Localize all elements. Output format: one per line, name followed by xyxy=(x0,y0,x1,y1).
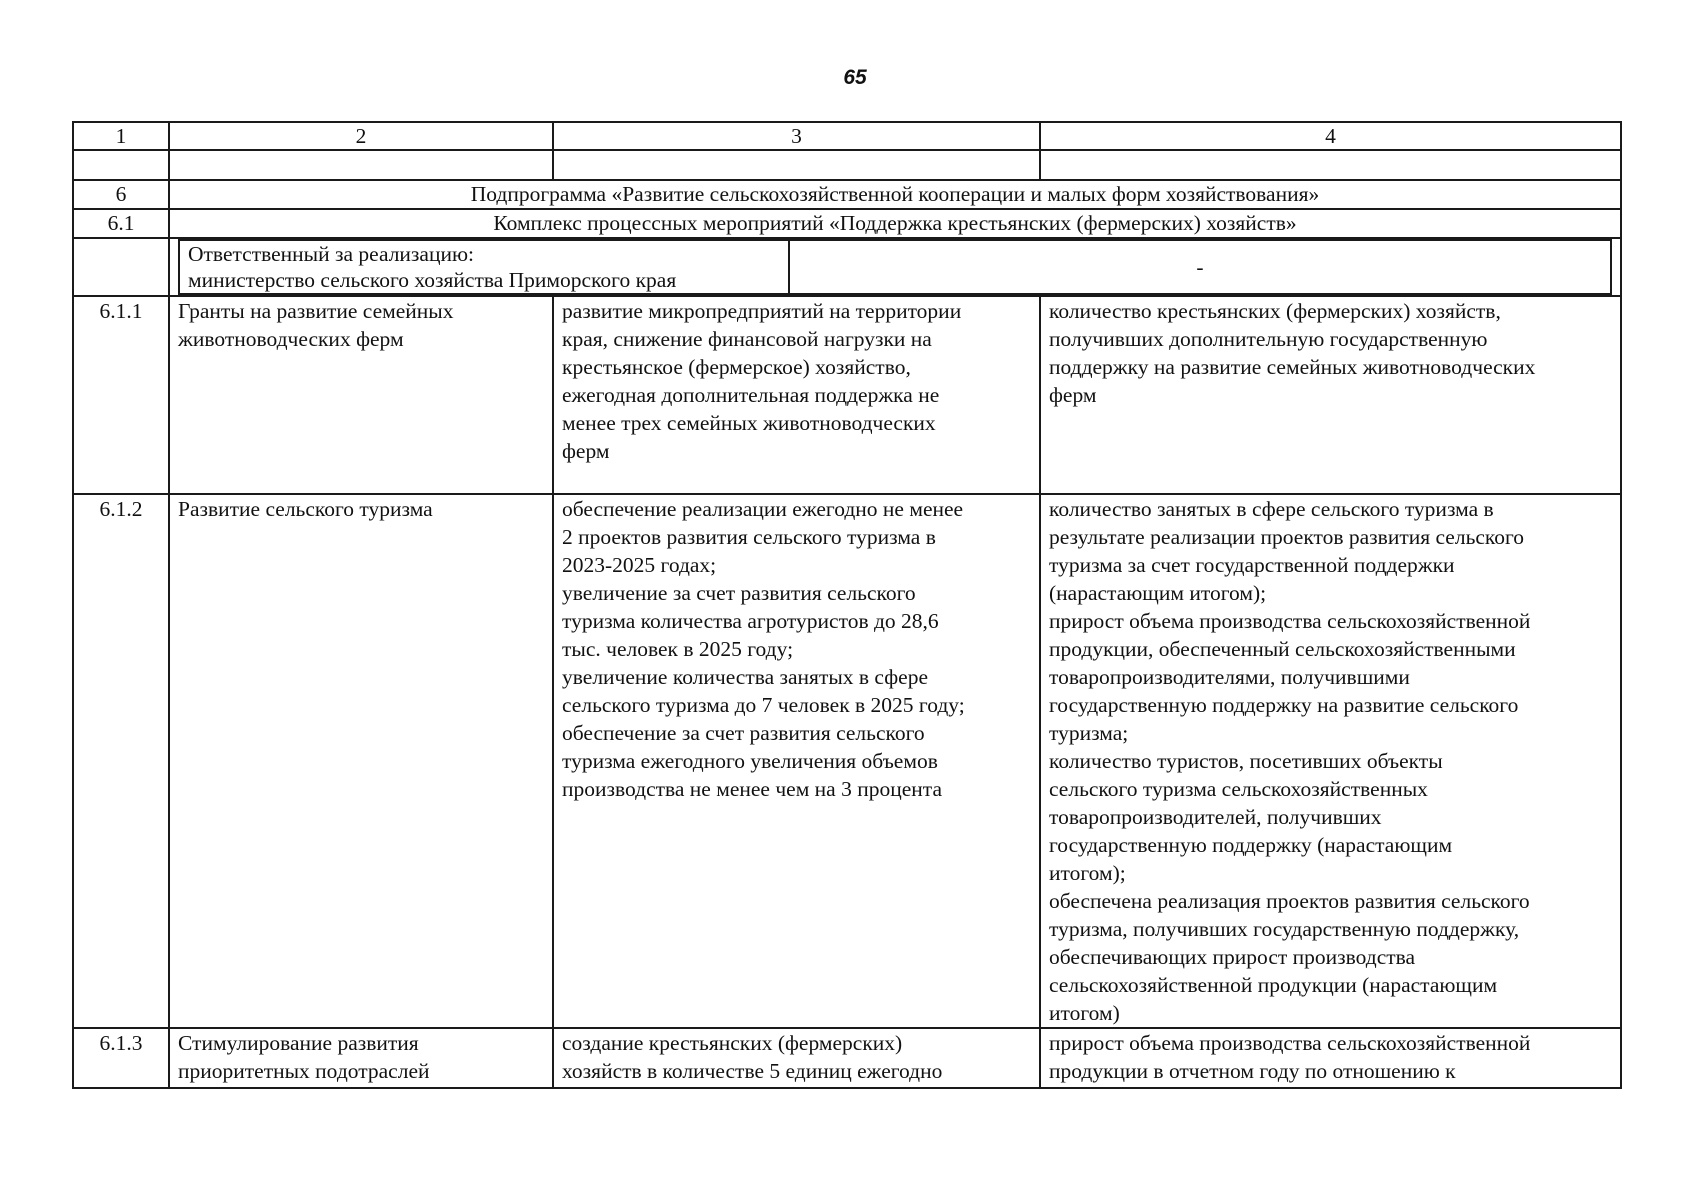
column-header: 1 xyxy=(73,122,169,150)
column-number-row xyxy=(73,122,1621,150)
responsible-label: Ответственный за реализацию: xyxy=(188,242,475,266)
page-number: 65 xyxy=(843,66,867,89)
responsible-right: - xyxy=(789,240,1611,294)
row-number: 6.1.2 xyxy=(73,494,169,1028)
complex-row xyxy=(73,209,1621,238)
measure-indicator: прирост объема производства сельскохозяйственной продукции в отчетном году по отношению к xyxy=(1040,1028,1621,1088)
measure-name: Гранты на развитие семейных животноводческих ферм xyxy=(169,296,553,494)
blank-row xyxy=(73,150,1621,180)
responsible-table xyxy=(178,239,1612,295)
responsible-row xyxy=(73,238,1621,296)
measure-indicator: количество крестьянских (фермерских) хозяйств, получивших дополнительную государственную поддержку на развитие семейных животноводческих ферм xyxy=(1040,296,1621,494)
column-header: 4 xyxy=(1040,122,1621,150)
measure-task: создание крестьянских (фермерских) хозяйств в количестве 5 единиц ежегодно xyxy=(553,1028,1040,1088)
table-row xyxy=(73,1028,1621,1088)
responsible-value: министерство сельского хозяйства Приморского края xyxy=(188,268,677,292)
measure-indicator: количество занятых в сфере сельского туризма в результате реализации проектов развития сельского туризма за счет государственной поддержки (нарастающим итогом); прирост объема производства сельскохозяйственной продукции, обеспеченный сельскохозяйственными товаропроизводителями, получившими государственную поддержку на развитие сельского туризма; количество туристов, посетивших объекты сельского туризма сельскохозяйственных товаропроизводителей, получивших государственную поддержку (нарастающим итогом); обеспечена реализация проектов развития сельского туризма, получивших государственную поддержку, обеспечивающих прирост производства сельскохозяйственной продукции (нарастающим итогом) xyxy=(1040,494,1621,1028)
measure-name: Развитие сельского туризма xyxy=(169,494,553,1028)
responsible-cell xyxy=(179,240,789,294)
row-number: 6 xyxy=(73,180,169,209)
measure-name: Стимулирование развития приоритетных подотраслей xyxy=(169,1028,553,1088)
table-row xyxy=(73,296,1621,494)
complex-title: Комплекс процессных мероприятий «Поддержка крестьянских (фермерских) хозяйств» xyxy=(169,209,1621,238)
row-number: 6.1 xyxy=(73,209,169,238)
measures-table xyxy=(72,121,1622,1089)
row-number: 6.1.3 xyxy=(73,1028,169,1088)
column-header: 2 xyxy=(169,122,553,150)
row-number: 6.1.1 xyxy=(73,296,169,494)
table-row xyxy=(73,494,1621,1028)
measure-task: обеспечение реализации ежегодно не менее 2 проектов развития сельского туризма в 2023-2025 годах; увеличение за счет развития сельского туризма количества агротуристов до 28,6 тыс. человек в 2025 году; увеличение количества занятых в сфере сельского туризма до 7 человек в 2025 году; обеспечение за счет развития сельского туризма ежегодного увеличения объемов производства не менее чем на 3 процента xyxy=(553,494,1040,1028)
measure-task: развитие микропредприятий на территории края, снижение финансовой нагрузки на крестьянское (фермерское) хозяйство, ежегодная дополнительная поддержка не менее трех семейных животноводческих ферм xyxy=(553,296,1040,494)
subprogram-row xyxy=(73,180,1621,209)
column-header: 3 xyxy=(553,122,1040,150)
subprogram-title: Подпрограмма «Развитие сельскохозяйственной кооперации и малых форм хозяйствования» xyxy=(169,180,1621,209)
